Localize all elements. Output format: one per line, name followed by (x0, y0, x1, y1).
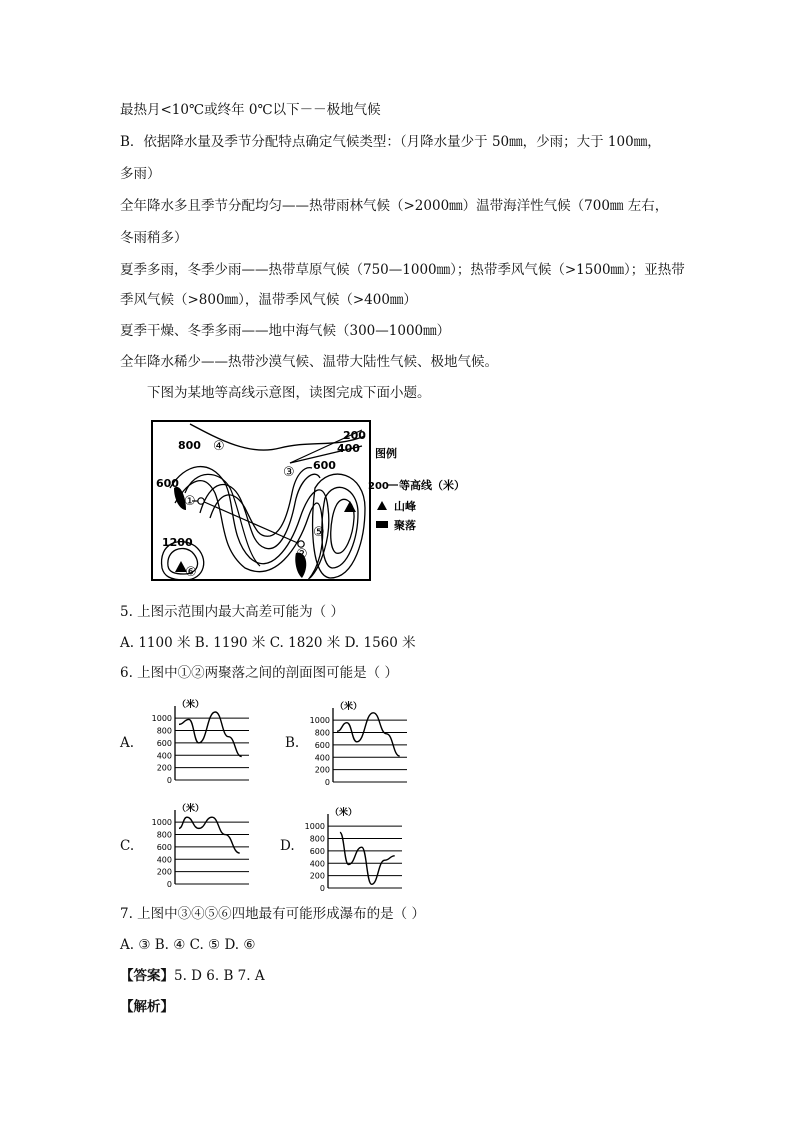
question-7-options: A. ③ B. ④ C. ⑤ D. ⑥ (120, 937, 256, 953)
profile-tick-label: 400 (314, 753, 330, 763)
point-4: ④ (213, 439, 225, 454)
option-c-label: C. (120, 838, 135, 854)
text-line-2: B．依据降水量及季节分配特点确定气候类型：（月降水量少于 50㎜，少雨；大于 100㎜， (120, 134, 661, 150)
profile-tick-label: 200 (309, 871, 325, 881)
profile-tick-label: 1000 (151, 818, 172, 828)
legend-peak-icon (377, 501, 387, 510)
intro-text: 下图为某地等高线示意图，读图完成下面小题。 (147, 385, 431, 401)
profile-tick-label: 0 (319, 884, 325, 893)
profile-chart-d (298, 804, 406, 896)
legend-contour: 等高线（米） (399, 479, 462, 492)
option-b-label: B. (285, 735, 300, 751)
option-a-label: A. (120, 735, 135, 751)
point-6: ⑥ (185, 565, 197, 580)
question-5: 5. 上图示范围内最大高差可能为（ ） (120, 604, 344, 620)
profile-chart-c-wrap (145, 800, 253, 896)
peak-icon-right (344, 501, 356, 512)
legend-peak: 山峰 (394, 500, 416, 513)
profile-tick-label: 600 (314, 740, 330, 750)
profile-tick-label: 1000 (309, 716, 330, 726)
profile-chart-a-wrap (145, 696, 253, 792)
point-5: ⑤ (313, 525, 325, 540)
text-line-4: 全年降水多且季节分配均匀——热带雨林气候（>2000㎜）温带海洋性气候（700㎜ 左右， (120, 198, 669, 214)
text-line-9: 全年降水稀少——热带沙漠气候、温带大陆性气候、极地气候。 (120, 354, 498, 370)
contour-label-400: 400 (337, 442, 360, 455)
point-2: ② (296, 547, 308, 562)
profile-tick-label: 200 (156, 763, 172, 773)
profile-tick-label: 1000 (304, 822, 325, 832)
question-6: 6. 上图中①②两聚落之间的剖面图可能是（ ） (120, 665, 398, 681)
legend-title: 图例 (375, 447, 397, 460)
profile-tick-label: 600 (156, 738, 172, 748)
contour-label-600-right: 600 (313, 459, 336, 472)
profile-tick-label: 0 (166, 880, 172, 889)
question-7: 7. 上图中③④⑤⑥四地最有可能形成瀑布的是（ ） (120, 906, 425, 922)
profile-tick-label: 600 (309, 846, 325, 856)
profile-chart-b-wrap (303, 698, 411, 794)
point-3: ③ (283, 465, 295, 480)
contour-map-figure (150, 418, 462, 590)
profile-tick-label: 800 (314, 728, 330, 738)
answer-text: 5. D 6. B 7. A (174, 968, 265, 984)
profile-tick-label: 600 (156, 842, 172, 852)
profile-chart-d-wrap (298, 804, 406, 900)
legend-settlement: 聚落 (394, 519, 416, 532)
contour-label-1200: 1200 (162, 536, 193, 549)
profile-tick-label: 400 (309, 859, 325, 869)
text-line-6: 夏季多雨，冬季少雨——热带草原气候（750—1000㎜）；热带季风气候（>1500㎜）；亚热带 (120, 262, 685, 278)
text-line-1: 最热月<10℃或终年 0℃以下－－极地气候 (120, 102, 381, 118)
question-5-options: A. 1100 米 B. 1190 米 C. 1820 米 D. 1560 米 (120, 635, 416, 651)
profile-tick-label: 0 (324, 778, 330, 787)
profile-tick-label: 400 (156, 751, 172, 761)
profile-tick-label: 800 (156, 726, 172, 736)
profile-chart-a (145, 696, 253, 788)
option-d-label: D. (280, 838, 295, 854)
text-line-5: 冬雨稍多） (120, 230, 188, 246)
profile-curve (337, 713, 400, 756)
profile-unit: （米） (330, 808, 358, 818)
contour-label-800: 800 (178, 439, 201, 452)
analysis-label: 【解析】 (120, 999, 174, 1015)
profile-chart-b (303, 698, 411, 790)
profile-unit: （米） (335, 702, 363, 712)
contour-map (150, 418, 462, 586)
profile-unit: （米） (177, 804, 205, 814)
point-1: ① (184, 494, 196, 509)
profile-tick-label: 1000 (151, 714, 172, 724)
profile-tick-label: 0 (166, 776, 172, 785)
profile-tick-label: 200 (156, 867, 172, 877)
text-line-7: 季风气候（>800㎜），温带季风气候（>400㎜） (120, 292, 417, 308)
answer-line (120, 967, 265, 985)
text-line-3: 多雨） (120, 166, 161, 182)
profile-tick-label: 200 (314, 765, 330, 775)
text-line-8: 夏季干燥、冬季多雨——地中海气候（300—1000㎜） (120, 323, 451, 339)
profile-tick-label: 800 (309, 834, 325, 844)
profile-tick-label: 400 (156, 855, 172, 865)
legend-contour-value: 200 (368, 481, 389, 492)
profile-tick-label: 800 (156, 830, 172, 840)
profile-chart-c (145, 800, 253, 892)
contour-label-600-left: 600 (156, 477, 179, 490)
answer-label: 【答案】 (120, 968, 174, 984)
profile-unit: （米） (177, 700, 205, 710)
contour-label-200: 200 (343, 429, 366, 442)
legend-settlement-icon (376, 521, 388, 528)
profile-curve (340, 832, 395, 884)
